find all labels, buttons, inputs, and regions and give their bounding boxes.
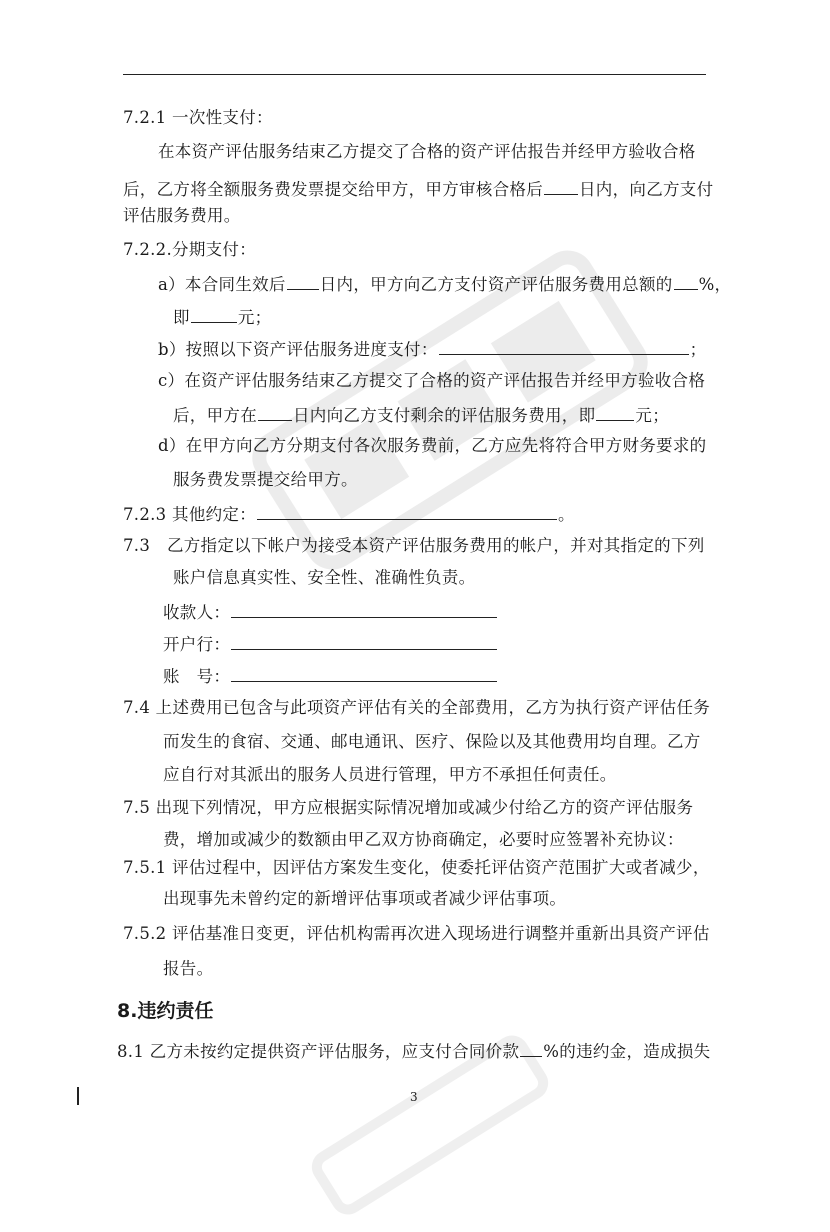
amount-blank[interactable] bbox=[191, 306, 237, 323]
clause-7-2-1-line-3: 评估服务费用。 bbox=[123, 206, 241, 225]
clause-7-2-1-line-2: 后，乙方将全额服务费发票提交给甲方，甲方审核合格后 日内，向乙方支付 bbox=[123, 180, 714, 199]
other-terms-blank[interactable] bbox=[257, 503, 557, 520]
page-number: 3 bbox=[410, 1090, 418, 1104]
days-blank[interactable] bbox=[287, 273, 319, 290]
clause-7-3-line-1: 7.3 乙方指定以下帐户为接受本资产评估服务费用的帐户，并对其指定的下列 bbox=[123, 536, 705, 555]
payee-row: 收款人： bbox=[163, 601, 498, 623]
item-c-line-1: c）在资产评估服务结束乙方提交了合格的资产评估报告并经甲方验收合格 bbox=[158, 371, 706, 390]
clause-7-5-line-1: 7.5 出现下列情况，甲方应根据实际情况增加或减少付给乙方的资产评估服务 bbox=[123, 798, 694, 817]
clause-7-5-line-2: 费，增加或减少的数额由甲乙双方协商确定，必要时应签署补充协议： bbox=[163, 830, 684, 849]
schedule-blank[interactable] bbox=[439, 338, 689, 355]
item-d-line-2: 服务费发票提交给甲方。 bbox=[173, 470, 358, 489]
bank-row: 开户行： bbox=[163, 633, 498, 655]
header-rule bbox=[123, 74, 706, 75]
clause-7-3-line-2: 账户信息真实性、安全性、准确性负责。 bbox=[173, 568, 476, 587]
item-d-line-1: d）在甲方向乙方分期支付各次服务费前，乙方应先将符合甲方财务要求的 bbox=[158, 436, 707, 455]
clause-7-2-3: 7.2.3 其他约定： 。 bbox=[123, 505, 575, 524]
clause-7-2-2-title: 7.2.2.分期支付： bbox=[123, 240, 257, 259]
item-a-line-1: a）本合同生效后 日内，甲方向乙方支付资产评估服务费用总额的 %， bbox=[158, 275, 732, 294]
item-a-line-2: 即 元； bbox=[173, 308, 272, 327]
account-field[interactable] bbox=[231, 665, 497, 682]
clause-7-2-1-line-1: 在本资产评估服务结束乙方提交了合格的资产评估报告并经甲方验收合格 bbox=[158, 142, 696, 161]
clause-7-5-1-line-1: 7.5.1 评估过程中，因评估方案发生变化，使委托评估资产范围扩大或者减少， bbox=[123, 858, 710, 877]
clause-7-5-1-line-2: 出现事先未曾约定的新增评估事项或者减少评估事项。 bbox=[163, 889, 567, 908]
clause-7-4-line-2: 而发生的食宿、交通、邮电通讯、医疗、保险以及其他费用均自理。乙方 bbox=[163, 732, 701, 751]
clause-7-5-2-line-1: 7.5.2 评估基准日变更，评估机构需再次进入现场进行调整并重新出具资产评估 bbox=[123, 924, 710, 943]
clause-7-2-1-title: 7.2.1 一次性支付： bbox=[123, 108, 273, 127]
margin-bar bbox=[77, 1087, 79, 1105]
days-blank[interactable] bbox=[258, 404, 292, 421]
bank-field[interactable] bbox=[231, 633, 497, 650]
clause-7-4-line-3: 应自行对其派出的服务人员进行管理，甲方不承担任何责任。 bbox=[163, 765, 617, 784]
item-b: b）按照以下资产评估服务进度支付： ； bbox=[158, 340, 707, 359]
percent-blank[interactable] bbox=[520, 1040, 542, 1057]
amount-blank[interactable] bbox=[596, 404, 634, 421]
percent-blank[interactable] bbox=[674, 273, 698, 290]
clause-8-1-line-1: 8.1 乙方未按约定提供资产评估服务，应支付合同价款 %的违约金，造成损失 bbox=[117, 1042, 711, 1061]
clause-7-5-2-line-2: 报告。 bbox=[163, 959, 214, 978]
payee-field[interactable] bbox=[231, 601, 497, 618]
clause-7-4-line-1: 7.4 上述费用已包含与此项资产评估有关的全部费用，乙方为执行资产评估任务 bbox=[123, 698, 711, 717]
account-row: 账 号： bbox=[163, 665, 498, 687]
section-8-heading: 8.违约责任 bbox=[117, 1000, 214, 1022]
item-c-line-2: 后，甲方在 日内向乙方支付剩余的评估服务费用，即 元； bbox=[173, 406, 670, 425]
days-blank[interactable] bbox=[544, 178, 578, 195]
